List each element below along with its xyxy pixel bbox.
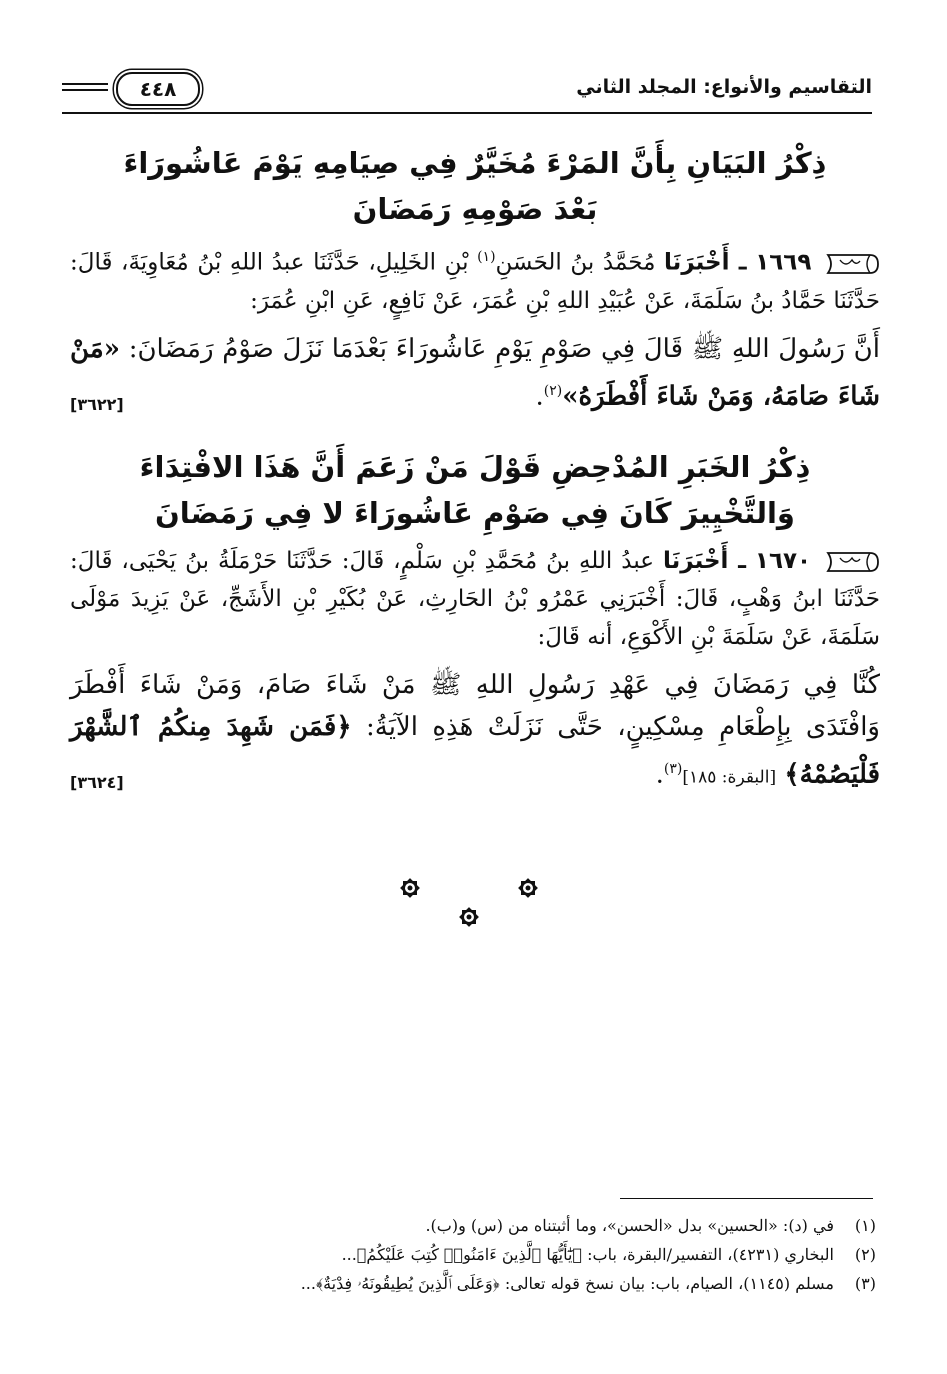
matn-quote: «مَنْ شَاءَ صَامَهُ، وَمَنْ شَاءَ أَفْطَرَهُ»	[70, 333, 880, 412]
quran-verse: ﴿فَمَن شَهِدَ مِنكُمُ ٱلشَّهْرَ فَلْيَصُمْهُ﴾	[70, 711, 880, 790]
rosette-star-icon	[397, 875, 423, 901]
footnote-item	[70, 1240, 876, 1269]
hadith-reference: [٣٦٢٢]	[70, 394, 124, 414]
page-number: ٤٤٨	[116, 72, 200, 106]
section-heading	[70, 444, 880, 536]
quran-reference: [البقرة: ١٨٥]	[682, 767, 777, 788]
footnote-text: البخاري (٤٢٣١)، التفسير/البقرة، باب: ﴿يَٰٓأَيُّهَا ٱلَّذِينَ ءَامَنُوا۟ كُتِبَ عَلَيْكُمُ﴾...	[341, 1245, 834, 1264]
matn-text: أَنَّ رَسُولَ اللهِ ﷺ قَالَ فِي صَوْمِ يَوْمِ عَاشُورَاءَ بَعْدَمَا نَزَلَ صَوْمُ رَمَضَانَ:	[119, 333, 880, 364]
scroll-ornament-icon	[826, 549, 880, 575]
matn-paragraph	[70, 328, 880, 418]
section-1670	[70, 444, 880, 804]
akhbarana-label: ـ أَخْبَرَنَا	[664, 249, 747, 276]
matn-end: .	[655, 759, 664, 790]
footnote-marker: (٢)	[543, 382, 563, 399]
akhbarana-label: ـ أَخْبَرَنَا	[662, 547, 746, 574]
running-title: التقاسيم والأنواع: المجلد الثاني	[576, 76, 872, 98]
hadith-block	[70, 238, 880, 426]
footnote-mark: (٣)	[854, 1274, 876, 1293]
footnote-marker: (٣)	[663, 760, 683, 777]
section-1669	[70, 140, 880, 426]
footnote-marker: (١)	[477, 249, 496, 265]
matn-paragraph	[70, 664, 880, 799]
footnote-divider	[620, 1198, 873, 1199]
section-heading-line-1: ذِكْرُ الخَبَرِ المُدْحِضِ قَوْلَ مَنْ زَعَمَ أَنَّ هَذَا الافْتِدَاءَ	[139, 449, 811, 484]
rosette-star-icon	[456, 904, 482, 930]
rosette-star-icon	[515, 875, 541, 901]
page-number-rule	[62, 83, 108, 91]
page-content	[70, 140, 880, 804]
hadith-block	[70, 542, 880, 804]
footnote-item	[70, 1269, 876, 1298]
section-divider	[0, 870, 947, 930]
section-heading-line-2: بَعْدَ صَوْمِهِ رَمَضَانَ	[352, 192, 598, 226]
isnad-text-b: بْنِ الخَلِيلِ، حَدَّثَنَا عبدُ اللهِ بْنُ مُعَاوِيَةَ، قَالَ: حَدَّثَنَا حَمَّادُ بنُ سَلَمَةَ، عَنْ عُبَيْدِ اللهِ بْنِ عُمَرَ، عَنْ نَافِعٍ، عَنِ ابْنِ عُمَرَ:	[70, 249, 880, 314]
isnad-text-a: مُحَمَّدُ بنُ الحَسَنِ	[495, 249, 656, 276]
section-heading-line-2: وَالتَّخْيِيرَ كَانَ فِي صَوْمِ عَاشُورَاءَ لا فِي رَمَضَانَ	[155, 495, 795, 530]
hadith-number: ١٦٦٩	[755, 249, 812, 276]
section-heading-line-1: ذِكْرُ البَيَانِ بِأَنَّ المَرْءَ مُخَيَّرٌ فِي صِيَامِهِ يَوْمَ عَاشُورَاءَ	[123, 146, 827, 180]
isnad-paragraph	[70, 238, 880, 320]
footnotes	[70, 1211, 876, 1298]
section-heading	[70, 140, 880, 232]
matn-text: كُنَّا فِي رَمَضَانَ فِي عَهْدِ رَسُولِ اللهِ ﷺ مَنْ شَاءَ صَامَ، وَمَنْ شَاءَ أَفْطَرَ وَافْتَدَى بِإِطْعَامِ مِسْكِينٍ، حَتَّى نَزَلَتْ هَذِهِ الآيَةُ:	[70, 669, 880, 742]
header-divider	[62, 112, 872, 114]
footnote-mark: (٢)	[854, 1245, 876, 1264]
footnote-item	[70, 1211, 876, 1240]
isnad-text: عبدُ اللهِ بنُ مُحَمَّدِ بْنِ سَلْمٍ، قَالَ: حَدَّثَنَا حَرْمَلَةُ بنُ يَحْيَى، قَالَ: حَدَّثَنَا ابنُ وَهْبٍ، قَالَ: أَخْبَرَنِي عَمْرُو بْنُ الحَارِثِ، عَنْ بُكَيْرِ بْنِ الأَشَجِّ، عَنْ يَزِيدَ مَوْلَى سَلَمَةَ، عَنْ سَلَمَةَ بْنِ الأَكْوَعِ، أنه قَالَ:	[70, 547, 880, 650]
page-header	[62, 70, 872, 114]
hadith-number: ١٦٧٠	[754, 547, 812, 574]
matn-end: .	[535, 381, 544, 412]
scroll-ornament-icon	[826, 251, 880, 277]
isnad-paragraph	[70, 542, 880, 656]
hadith-reference: [٣٦٢٤]	[70, 772, 124, 792]
footnote-mark: (١)	[854, 1216, 876, 1235]
footnote-text: في (د): «الحسين» بدل «الحسن»، وما أثبتناه من (س) و(ب).	[425, 1216, 834, 1235]
footnote-text: مسلم (١١٤٥)، الصيام، باب: بيان نسخ قوله تعالى: ﴿وَعَلَى ٱلَّذِينَ يُطِيقُونَهُۥ فِدْيَةٌ﴾...	[300, 1274, 834, 1293]
